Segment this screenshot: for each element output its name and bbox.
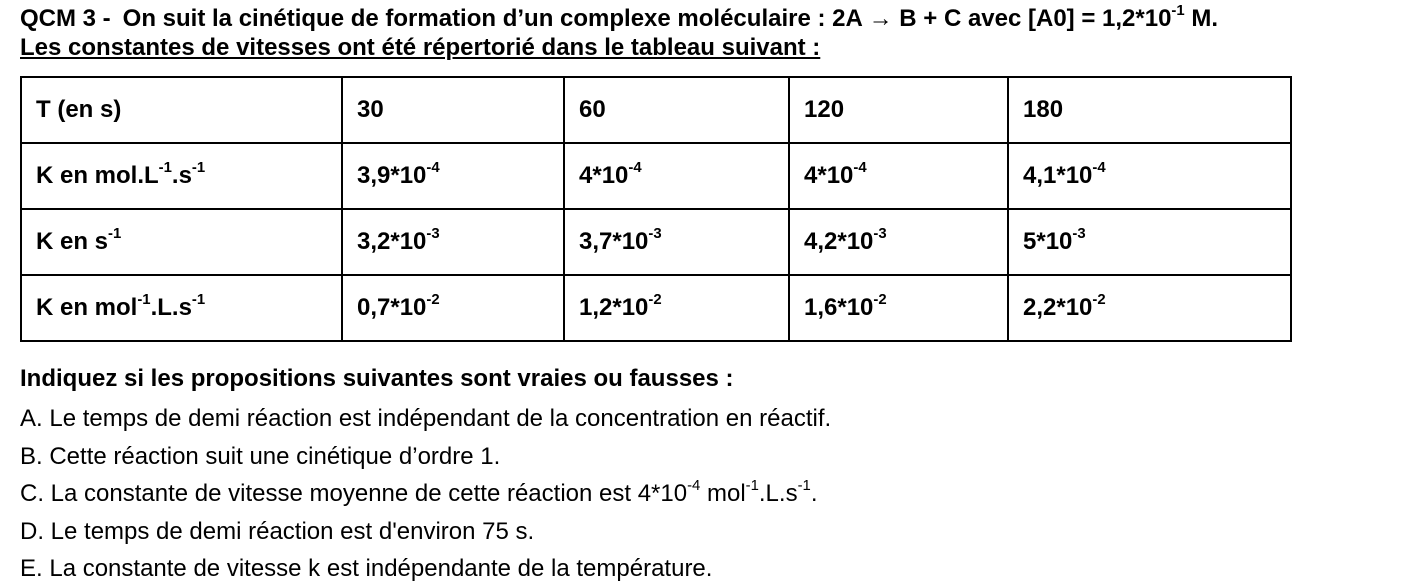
value-cell: $4*10^{-4}$ (564, 143, 789, 209)
value-cell: $5*10^{-3}$ (1008, 209, 1291, 275)
value-cell: $4,1*10^{-4}$ (1008, 143, 1291, 209)
proposition-c: C. La constante de vitesse moyenne de cette réaction est $4*10^{-4}$ $mol^{-1}.L.s^{-1}$. (20, 477, 818, 507)
value-cell: $3,9*10^{-4}$ (342, 143, 564, 209)
question-instructions: Indiquez si les propositions suivantes sont vraies ou fausses : (20, 365, 734, 392)
value-cell: $4,2*10^{-3}$ (789, 209, 1008, 275)
header-cell-time: T (en s) (21, 77, 342, 143)
table-row-time (21, 77, 1291, 143)
propositions-list (20, 400, 831, 588)
concentration-exponent: -1 (1171, 2, 1185, 19)
value-cell: $3,7*10^{-3}$ (564, 209, 789, 275)
concentration-unit: M. (1184, 5, 1218, 32)
value-cell: $2,2*10^{-2}$ (1008, 275, 1291, 341)
value-cell: $1,6*10^{-2}$ (789, 275, 1008, 341)
proposition-a: A. Le temps de demi réaction est indépendant de la concentration en réactif. (20, 405, 832, 432)
value-cell: $4*10^{-4}$ (789, 143, 1008, 209)
document (20, 2, 1410, 582)
table-row-k-order2 (21, 275, 1291, 341)
time-cell: 30 (342, 77, 564, 143)
table-row-k-order1 (21, 209, 1291, 275)
proposition-b: B. Cette réaction suit une cinétique d’ordre 1. (20, 442, 501, 470)
time-cell: 120 (789, 77, 1008, 143)
question-number: QCM 3 - (20, 5, 111, 32)
question-statement: On suit la cinétique de formation d’un complexe moléculaire : 2A → B + C avec [A0] = 1,2*10 (122, 5, 1172, 32)
row-label: K en $mol.L^{-1}.s^{-1}$ (21, 143, 342, 209)
rate-constants-table (20, 76, 1292, 342)
value-cell: $0,7*10^{-2}$ (342, 275, 564, 341)
proposition-e: E. La constante de vitesse k est indépendante de la température. (20, 555, 713, 582)
row-label: K en $mol^{-1}.L.s^{-1}$ (21, 275, 342, 341)
time-cell: 180 (1008, 77, 1291, 143)
value-cell: $3,2*10^{-3}$ (342, 209, 564, 275)
table-row-k-order0 (21, 143, 1291, 209)
table-intro: Les constantes de vitesses ont été répertorié dans le tableau suivant : (20, 34, 821, 61)
proposition-d: D. Le temps de demi réaction est d'environ 75 s. (20, 517, 535, 545)
value-cell: $1,2*10^{-2}$ (564, 275, 789, 341)
question-header (20, 4, 1410, 34)
time-cell: 60 (564, 77, 789, 143)
row-label: K en $s^{-1}$ (21, 209, 342, 275)
